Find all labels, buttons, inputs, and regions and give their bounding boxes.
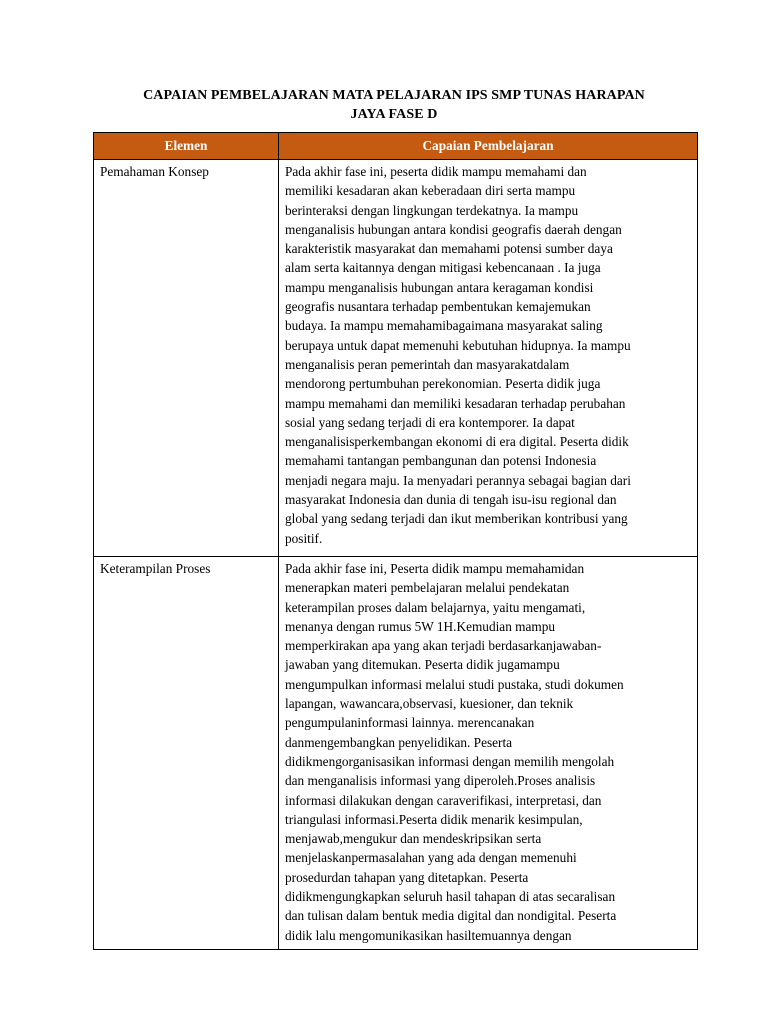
outcome-line: menerapkan materi pembelajaran melalui pendekatan (285, 580, 570, 596)
outcome-line: mendorong pertumbuhan perekonomian. Peserta didik juga (285, 376, 601, 392)
outcome-line: menganalisis peran pemerintah dan masyarakatdalam (285, 356, 570, 372)
outcome-line: didik lalu mengomunikasikan hasiltemuannya dengan (285, 927, 572, 943)
outcome-line: keterampilan proses dalam belajarnya, yaitu mengamati, (285, 599, 586, 615)
learning-outcomes-table (93, 132, 698, 950)
outcome-line: menjadi negara maju. Ia menyadari perannya sebagai bagian dari (285, 472, 631, 488)
outcome-line: berupaya untuk dapat memenuhi kebutuhan hidupnya. Ia mampu (285, 337, 631, 353)
title-line-1: CAPAIAN PEMBELAJARAN MATA PELAJARAN IPS SMP TUNAS HARAPAN (143, 88, 645, 103)
outcome-line: budaya. Ia mampu memahamibagaimana masyarakat saling (285, 318, 603, 334)
outcome-line: dan menganalisis informasi yang diperoleh.Proses analisis (285, 773, 596, 789)
outcome-line: menjawab,mengukur dan mendeskripsikan serta (285, 831, 542, 847)
outcome-line: berinteraksi dengan lingkungan terdekatnya. Ia mampu (285, 202, 579, 218)
outcome-line: karakteristik masyarakat dan memahami potensi sumber daya (285, 241, 613, 257)
outcome-line: masyarakat Indonesia dan dunia di tengah isu-isu regional dan (285, 492, 617, 508)
outcome-line: menanya dengan rumus 5W 1H.Kemudian mampu (285, 618, 556, 634)
outcome-cell (279, 160, 698, 557)
outcome-line: mampu menganalisis hubungan antara keragaman kondisi (285, 279, 594, 295)
outcome-line: triangulasi informasi.Peserta didik menarik kesimpulan, (285, 811, 583, 827)
header-capaian-pembelajaran: Capaian Pembelajaran (279, 133, 698, 160)
outcome-line: mengumpulkan informasi melalui studi pustaka, studi dokumen (285, 676, 624, 692)
outcome-line: menganalisisperkembangan ekonomi di era digital. Peserta didik (285, 434, 629, 450)
outcome-line: alam serta kaitannya dengan mitigasi kebencanaan . Ia juga (285, 260, 601, 276)
title-line-2: JAYA FASE D (350, 107, 438, 122)
outcome-line: lapangan, wawancara,observasi, kuesioner, dan teknik (285, 696, 574, 712)
outcome-line: didikmengorganisasikan informasi dengan memilih mengolah (285, 753, 615, 769)
outcome-line: global yang sedang terjadi dan ikut memberikan kontribusi yang (285, 511, 628, 527)
outcome-line: sosial yang sedang terjadi di era kontemporer. Ia dapat (285, 414, 575, 430)
table-header-row (94, 133, 698, 160)
outcome-line: informasi dilakukan dengan caraverifikasi, interpretasi, dan (285, 792, 602, 808)
outcome-line: menjelaskanpermasalahan yang ada dengan memenuhi (285, 850, 577, 866)
element-cell: Pemahaman Konsep (94, 160, 279, 557)
element-cell: Keterampilan Proses (94, 557, 279, 950)
outcome-line: geografis nusantara terhadap pembentukan kemajemukan (285, 299, 591, 315)
outcome-line: jawaban yang ditemukan. Peserta didik jugamampu (285, 657, 560, 673)
outcome-line: prosedurdan tahapan yang ditetapkan. Peserta (285, 869, 529, 885)
outcome-line: didikmengungkapkan seluruh hasil tahapan di atas secaralisan (285, 889, 616, 905)
outcome-line: Pada akhir fase ini, Peserta didik mampu memahamidan (285, 561, 585, 576)
outcome-line: memperkirakan apa yang akan terjadi berdasarkanjawaban- (285, 638, 602, 654)
outcome-line: positif. (285, 530, 323, 546)
page-title (92, 86, 696, 124)
outcome-line: memiliki kesadaran akan keberadaan diri serta mampu (285, 183, 576, 199)
outcome-cell (279, 557, 698, 950)
outcome-line: pengumpulaninformasi lainnya. merencanakan (285, 715, 535, 731)
table-row (94, 557, 698, 950)
outcome-line: menganalisis hubungan antara kondisi geografis daerah dengan (285, 221, 622, 237)
outcome-line: Pada akhir fase ini, peserta didik mampu memahami dan (285, 164, 587, 179)
table-row (94, 160, 698, 557)
outcome-line: danmengembangkan penyelidikan. Peserta (285, 734, 513, 750)
outcome-line: memahami tantangan pembangunan dan potensi Indonesia (285, 453, 597, 469)
outcome-line: mampu memahami dan memiliki kesadaran terhadap perubahan (285, 395, 626, 411)
header-elemen: Elemen (94, 133, 279, 160)
outcome-line: dan tulisan dalam bentuk media digital dan nondigital. Peserta (285, 908, 617, 924)
